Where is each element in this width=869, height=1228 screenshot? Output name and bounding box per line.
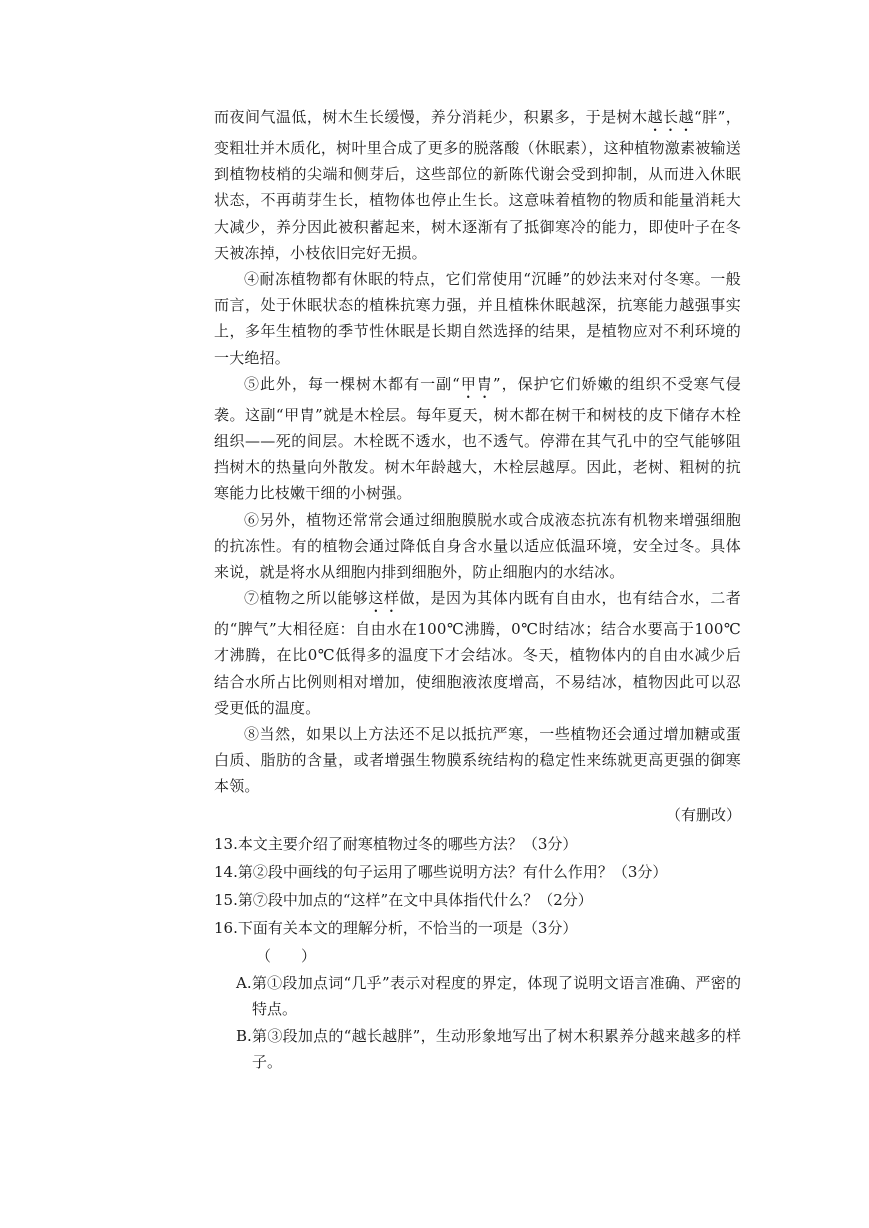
option-b: B.第③段加点的“越长越胖”，生动形象地写出了树木积累养分越来越多的样子。: [236, 1026, 741, 1072]
question-13: 13.本文主要介绍了耐寒植物过冬的哪些方法？（3分）: [214, 834, 578, 853]
question-15: 15.第⑦段中加点的“这样”在文中具体指代什么？（2分）: [214, 890, 593, 909]
option-a: A.第①段加点词“几乎”表示对程度的界定，体现了说明文语言准确、严密的特点。: [236, 973, 741, 1019]
paragraph-8: ⑧当然，如果以上方法还不足以抵抗严寒，一些植物还会通过增加糖或蛋白质、脂肪的含量，或者增强生物膜系统结构的稳定性来练就更高更强的御寒本领。: [214, 725, 741, 796]
emphasized-text: 越长越: [647, 108, 694, 126]
paragraph-6: ⑥另外，植物还常常会通过细胞膜脱水或合成液态抗冻有机物来增强细胞的抗冻性。有的植物会通过降低自身含水量以适应低温环境，安全过冬。具体来说，就是将水从细胞内排到细胞外，防止细胞内的水结冰。: [214, 510, 741, 582]
paragraph-3-continued: 而夜间气温低，树木生长缓慢，养分消耗少，积累多，于是树木越长越“胖”，变粗壮并木质化，树叶里合成了更多的脱落酸（休眠素），这种植物激素被输送到植物枝梢的尖端和侧芽后，这些部位的新陈代谢会受到抑制，从而进入休眠状态，不再萌芽生长，植物体也停止生长。这意味着植物的物质和能量消耗大大减少，养分因此被积蓄起来，树木逐渐有了抵御寒冷的能力，即使叶子在冬天被冻掉，小枝依旧完好无损。: [214, 108, 741, 262]
paragraph-5: ⑤此外，每一棵树木都有一副“甲胄”，保护它们娇嫩的组织不受寒气侵袭。这副“甲胄”就是木栓层。每年夏天，树木都在树干和树枝的皮下储存木栓组织——死的间层。木栓既不透水，也不透气。停滞在其气孔中的空气能够阻挡树木的热量向外散发。树木年龄越大，木栓层越厚。因此，老树、粗树的抗寒能力比枝嫩干细的小树强。: [214, 374, 741, 503]
answer-blank: （ ）: [256, 946, 317, 965]
question-16: 16.下面有关本文的理解分析，不恰当的一项是（3分）: [214, 918, 578, 937]
paragraph-4: ④耐冻植物都有休眠的特点，它们常使用“沉睡”的妙法来对付冬寒。一般而言，处于休眠状态的植株抗寒力强，并且植株休眠越深，抗寒能力越强事实上，多年生植物的季节性休眠是长期自然选择的结果，是植物应对不利环境的一大绝招。: [214, 270, 741, 367]
question-14: 14.第②段中画线的句子运用了哪些说明方法？有什么作用？（3分）: [214, 862, 668, 881]
source-note: （有删改）: [665, 805, 741, 824]
paragraph-7: ⑦植物之所以能够这样做，是因为其体内既有自由水，也有结合水，二者的“脾气”大相径庭：自由水在100℃沸腾，0℃时结冰；结合水要高于100℃才沸腾，在比0℃低得多的温度下才会结冰。冬天，植物体内的自由水减少后结合水所占比例则相对增加，使细胞液浓度增高，不易结冰，植物因此可以忍受更低的温度。: [214, 589, 742, 717]
emphasized-text: 甲胄: [460, 374, 493, 393]
emphasized-text: 这样: [368, 589, 400, 608]
